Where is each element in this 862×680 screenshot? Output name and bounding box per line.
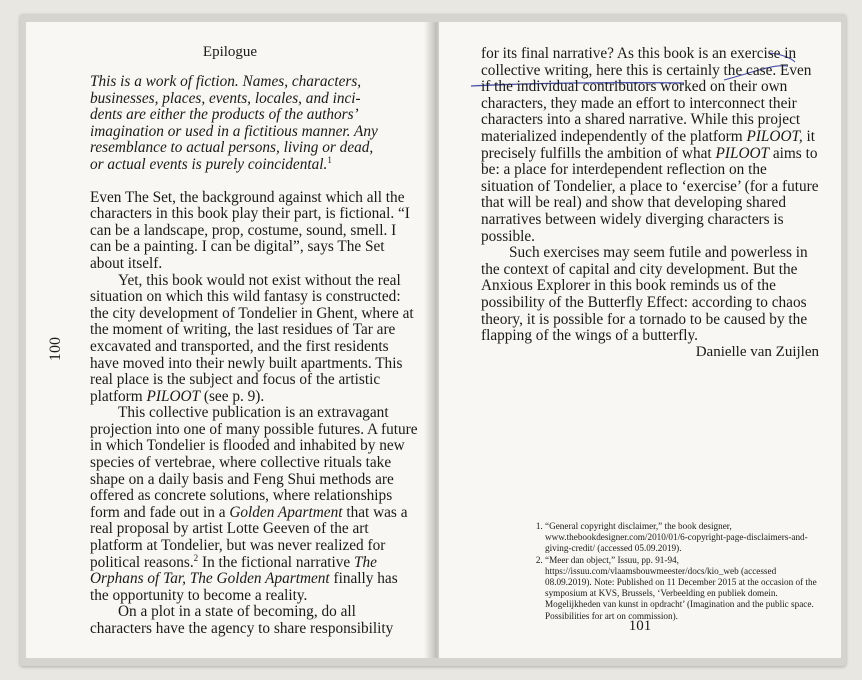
golden-apartment-italic: Golden Apartment (229, 503, 343, 521)
author-signature: Danielle van Zuijlen (695, 344, 819, 360)
open-book (20, 14, 846, 666)
paragraph-4: On a plot in a state of becoming, do all characters have the agency to share responsibility (90, 603, 394, 637)
paragraph-1: Even The Set, the background against which all the characters in this book play their part, is fictional. “I can be a landscape, prop, costume, sound, smell. I can be a painting. I can be digital”, says The Set about itself. (90, 188, 410, 272)
page-number-left: 100 (47, 337, 64, 361)
disclaimer-line-2: businesses, places, events, locales, and inci- (90, 89, 361, 107)
orphans-italic: The Orphans of Tar, The Golden Apartment (90, 553, 377, 588)
footnotes (529, 521, 824, 622)
piloot-italic: PILOOT (146, 387, 201, 405)
paragraph-5: for its final narrative? As this book is an exercise in collective writing, here this is certainly the case. Even if the individual contributors worked on their own characters, they made an effort to interconnect their characters into a shared narrative. While this project materialized independently of the platform PILOOT, it precisely fulfills the ambition of what PILOOT aims to be: a place for interdependent reflection on the situation of Tondelier, a place to ‘exercise’ (for a future that will be real) and show that developing shared narratives between widely diverging characters is possible. (481, 45, 819, 245)
piloot-italic-3: PILOOT (715, 144, 770, 162)
disclaimer-line-1: This is a work of fiction. Names, characters, (90, 73, 362, 90)
paragraph-2: Yet, this book would not exist without the real situation on which this wild fantasy is constructed: the city development of Tondelier in Ghent, where at the moment of writing, the last residues of Tar are excavated and transported, and the first residents have moved into their newly built apartments. This real place is the subject and focus of the artistic platform PILOOT (see p. 9). (90, 271, 414, 405)
disclaimer-line-4: imagination or used in a fictitious manner. Any (90, 122, 378, 140)
right-page (438, 22, 841, 658)
paragraph-6: Such exercises may seem futile and powerless in the context of capital and city development. But the Anxious Explorer in this book reminds us of the possibility of the Butterfly Effect: according to chaos theory, it is possible for a tornado to be caused by the flapping of the wings of a butterfly. (481, 244, 808, 345)
footnote-ref-1: 1 (327, 154, 332, 165)
right-text-block (481, 46, 821, 345)
disclaimer-line-5: resemblance to actual persons, living or dead, (90, 139, 374, 157)
left-text-block (90, 74, 420, 638)
footnote-2: 2. “Meer dan object,” Issuu, pp. 91-94, https://issuu.com/vlaamsbouwmeester/docs/kio_web (accessed 08.09.2019). Note: Published on 11 December 2015 at the occasion of the symposium at KVS, Brussels, ‘Verbeelding en publiek domein. Mogelijkheden van kunst in opdracht’ (Imagination and the public space. Possibilities for art on commission). (545, 555, 824, 622)
page-number-right: 101 (628, 618, 652, 634)
footnote-1: 1. “General copyright disclaimer,” the book designer, www.thebookdesigner.com/2010/01/6-copyright-page-disclaimers-and-giving-credit/ (accessed 05.09.2019). (545, 521, 824, 555)
running-head: Epilogue (202, 44, 258, 60)
disclaimer (90, 74, 420, 174)
paragraph-3: This collective publication is an extravagant projection into one of many possible futures. A future in which Tondelier is flooded and inhabited by new species of vertebrae, where collective rituals take shape on a daily basis and Feng Shui methods are offered as concrete solutions, where relationships form and fade out in a Golden Apartment that was a real proposal by artist Lotte Geeven of the art platform at Tondelier, but was never realized for political reasons.$^2$ In the fictional narrative The Orphans of Tar, The Golden Apartment finally has the opportunity to become a reality. (90, 404, 418, 604)
disclaimer-line-3: dents are either the products of the authors’ (90, 106, 359, 124)
piloot-italic-2: PILOOT, (746, 127, 803, 145)
disclaimer-line-6: or actual events is purely coincidental. (90, 155, 328, 173)
footnote-ref-2: 2 (193, 552, 199, 563)
left-page (26, 22, 435, 658)
